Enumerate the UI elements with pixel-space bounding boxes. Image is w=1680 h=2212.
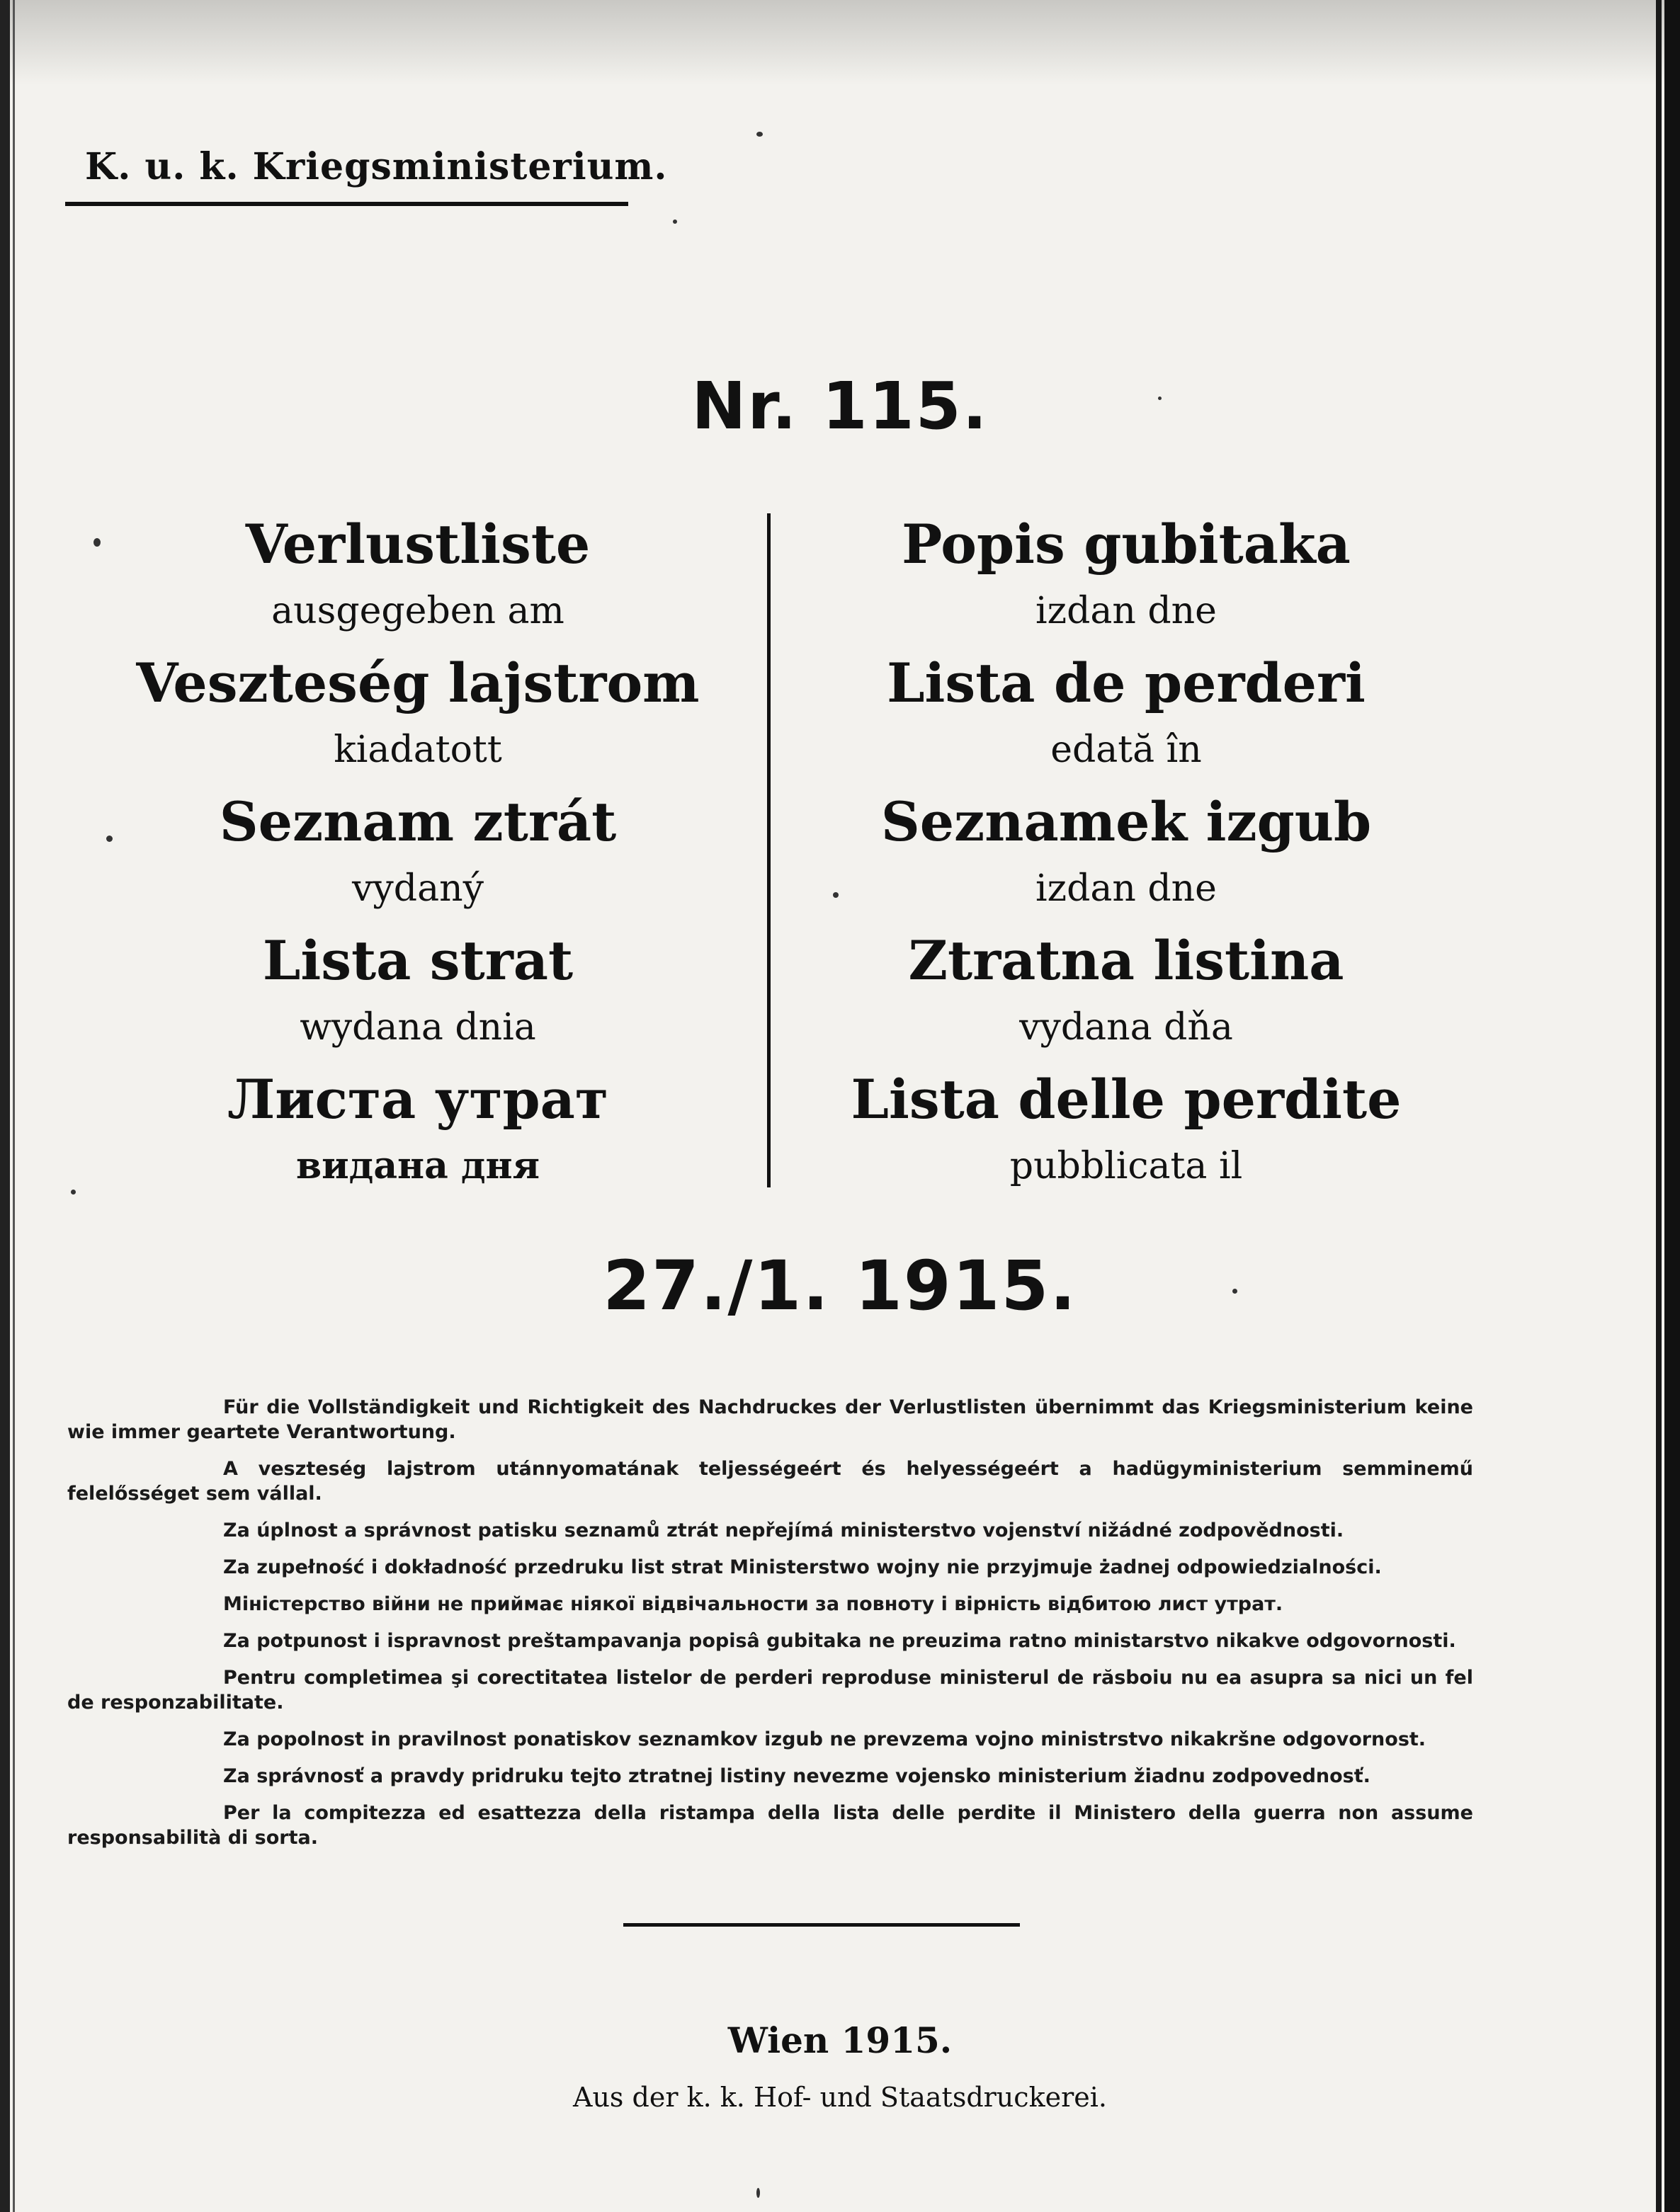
disclaimer-italian: Per la compitezza ed esattezza della ristampa della lista delle perdite il Ministero della guerra non assume responsabilità di sorta. [67,1802,1473,1849]
title-czech: Seznam ztrát [219,790,617,853]
disclaimer-hungarian: A veszteség lajstrom utánnyomatának teljességeért és helyességeért a hadügyministerium semminemű felelősséget sem vállal. [67,1458,1473,1505]
subtitle-slovak: vydana dňa [1019,1006,1233,1049]
column-divider [767,513,771,1187]
scan-speck [756,132,763,137]
subtitle-polish: wydana dnia [300,1006,536,1049]
scan-speck [756,2188,760,2198]
subtitle-slovenian: izdan dne [1035,867,1217,910]
left-title-column [113,506,722,1200]
title-slovak: Ztratna listina [908,929,1344,992]
subtitle-hungarian: kiadatott [334,729,502,771]
scan-speck [106,836,113,842]
disclaimer-polish: Za zupełność i dokładność przedruku list strat Ministerstwo wojny nie przyjmuje żadnej odpowiedzialności. [223,1556,1382,1578]
scan-speck [1232,1289,1237,1294]
ministry-header: K. u. k. Kriegsministerium. [85,145,668,188]
subtitle-german: ausgegeben am [271,590,564,632]
title-polish: Lista strat [262,929,574,992]
disclaimer-slovak: Za správnosť a pravdy pridruku tejto ztratnej listiny nevezme vojensko ministerium žiadnu zodpovednosť. [223,1765,1370,1787]
subtitle-romanian: edată în [1050,729,1202,771]
disclaimer-block [67,1395,1473,1862]
disclaimer-czech: Za úplnost a správnost patisku seznamů ztrát nepřejímá ministerstvo vojenství nižádné zodpovědnosti. [223,1520,1344,1541]
title-ruthenian: Листа утрат [227,1068,608,1131]
title-slovenian: Seznamek izgub [880,790,1372,853]
footer-rule [623,1923,1020,1927]
title-romanian: Lista de perderi [887,651,1366,714]
scan-speck [93,538,101,547]
header-rule [65,202,628,206]
scan-speck [833,892,839,898]
subtitle-croatian: izdan dne [1035,590,1217,632]
scan-border-left [0,0,10,2212]
scan-speck [673,220,677,224]
disclaimer-romanian: Pentru completimea şi corectitatea listelor de perderi reproduse ministerul de răsboiu nu ea asupra sa nici un fel de responzabilitate. [67,1667,1473,1714]
issue-number: Nr. 115. [691,368,989,444]
publication-city: Wien 1915. [727,2019,953,2061]
disclaimer-german: Für die Vollständigkeit und Richtigkeit des Nachdruckes der Verlustlisten übernimmt das Kriegsministerium keine wie immer geartete Verantwortung. [67,1396,1473,1443]
subtitle-ruthenian: видана дня [295,1144,540,1187]
scan-border-right [1664,0,1680,2212]
disclaimer-slovenian: Za popolnost in pravilnost ponatiskov seznamkov izgub ne prevzema vojno ministrstvo nikakršne odgovornost. [223,1728,1426,1750]
title-croatian: Popis gubitaka [902,513,1351,576]
scan-border-left-inner [13,0,15,2212]
disclaimer-ruthenian: Міністерство війни не приймає ніякої відвічальности за повноту і вірність відбитою лист утрат. [223,1593,1283,1615]
right-title-column [822,506,1431,1200]
issue-date: 27./1. 1915. [603,1246,1077,1326]
scan-speck [1158,397,1162,400]
disclaimer-croatian: Za potpunost i ispravnost preštampavanja popisâ gubitaka ne preuzima ratno ministarstvo nikakve odgovornosti. [223,1630,1456,1652]
subtitle-italian: pubblicata il [1009,1145,1243,1187]
subtitle-czech: vydaný [352,867,484,910]
scan-shading [10,0,1664,85]
scan-speck [71,1190,76,1195]
title-italian: Lista delle perdite [851,1068,1402,1131]
title-hungarian: Veszteség lajstrom [136,651,700,714]
printer-imprint: Aus der k. k. Hof- und Staatsdruckerei. [573,2082,1107,2113]
title-german: Verlustliste [245,513,591,576]
scan-border-right-inner [1656,0,1662,2212]
